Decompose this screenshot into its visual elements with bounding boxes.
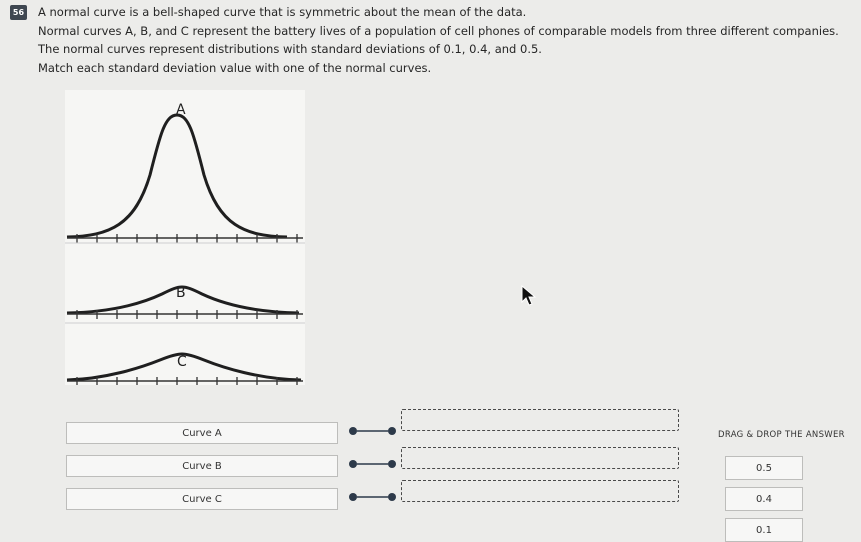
curve-a-label-box: [66, 422, 338, 444]
answer-option-0-5[interactable]: [725, 456, 803, 480]
curve-b-label-box: [66, 455, 338, 477]
connector-icon: [348, 425, 398, 437]
answer-option-label: 0.1: [756, 524, 772, 536]
drag-drop-heading: DRAG & DROP THE ANSWER: [718, 430, 845, 440]
connector-icon: [348, 458, 398, 470]
curve-c-label: C: [177, 354, 187, 370]
normal-curves-figure: [65, 90, 305, 385]
drop-zone-curve-c[interactable]: [401, 480, 679, 502]
question-line: Normal curves A, B, and C represent the battery lives of a population of cell phones of comparable models from three different companies.: [38, 23, 839, 38]
normal-curves-svg: [65, 90, 305, 385]
curve-b-label: B: [176, 285, 186, 301]
curve-c-row-label: Curve C: [182, 493, 222, 505]
answer-option-0-1[interactable]: [725, 518, 803, 542]
answer-option-0-4[interactable]: [725, 487, 803, 511]
drop-zone-curve-a[interactable]: [401, 409, 679, 431]
question-text: [38, 3, 838, 77]
curve-b-row-label: Curve B: [182, 460, 222, 472]
question-number-badge: 56: [10, 5, 27, 20]
answer-option-label: 0.5: [756, 462, 772, 474]
curve-a-label: A: [176, 102, 186, 118]
mouse-cursor-icon: [521, 285, 537, 307]
curve-a-row-label: Curve A: [182, 427, 222, 439]
drop-zone-curve-b[interactable]: [401, 447, 679, 469]
curve-a: [67, 115, 287, 237]
question-line: A normal curve is a bell-shaped curve that is symmetric about the mean of the data.: [38, 5, 527, 19]
question-line: Match each standard deviation value with one of the normal curves.: [38, 60, 432, 75]
answer-option-label: 0.4: [756, 493, 772, 505]
curve-c-label-box: [66, 488, 338, 510]
connector-icon: [348, 491, 398, 503]
question-line: The normal curves represent distributions with standard deviations of 0.1, 0.4, and 0.5.: [38, 42, 542, 56]
